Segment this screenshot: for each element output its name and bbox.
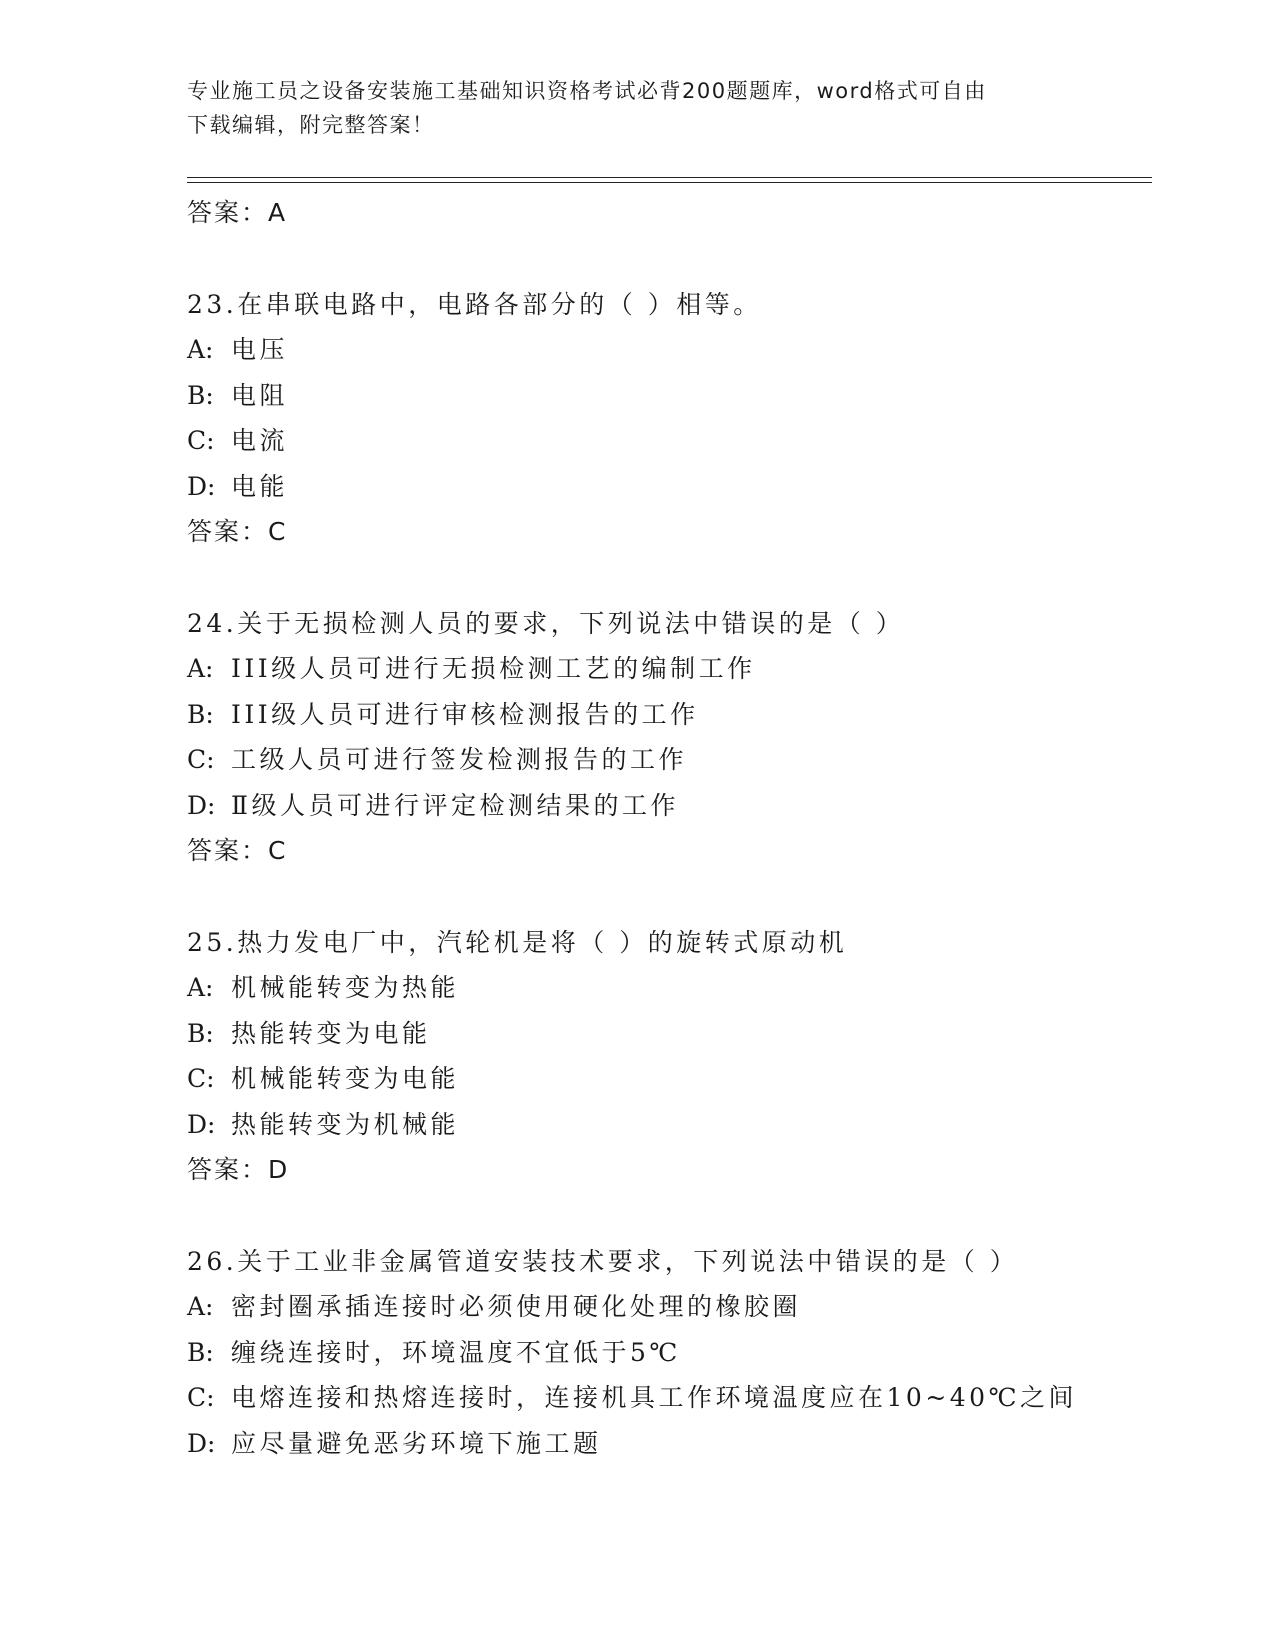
option-d: D: 电能	[187, 471, 289, 501]
document-header	[187, 74, 1087, 142]
answer-line: 答案：C	[187, 836, 288, 865]
question-stem: 24.关于无损检测人员的要求，下列说法中错误的是（ ）	[187, 608, 905, 638]
option-a: A: 电压	[187, 335, 289, 364]
option-b: B: 热能转变为电能	[187, 1018, 431, 1048]
option-c: C: 电熔连接和热熔连接时，连接机具工作环境温度应在10~40℃之间	[187, 1383, 1078, 1412]
option-c: C: 电流	[187, 426, 289, 455]
option-d: D: 热能转变为机械能	[187, 1109, 460, 1139]
option-d: D: Ⅱ级人员可进行评定检测结果的工作	[187, 790, 679, 820]
header-line-2: 下载编辑，附完整答案！	[187, 113, 435, 137]
option-a: A: III级人员可进行无损检测工艺的编制工作	[187, 654, 756, 683]
question-block	[187, 920, 1147, 1193]
question-stem: 25.热力发电厂中，汽轮机是将（ ）的旋转式原动机	[187, 927, 848, 957]
header-divider-bottom	[187, 182, 1152, 183]
option-c: C: 工级人员可进行签发检测报告的工作	[187, 745, 688, 774]
question-block	[187, 601, 1147, 874]
option-d: D: 应尽量避免恶劣环境下施工题	[187, 1428, 602, 1458]
option-a: A: 密封圈承插连接时必须使用硬化处理的橡胶圈	[187, 1292, 802, 1321]
option-b: B: III级人员可进行审核检测报告的工作	[187, 699, 699, 729]
option-a: A: 机械能转变为热能	[187, 973, 460, 1002]
question-list	[187, 190, 1147, 1466]
answer-line: 答案：D	[187, 1155, 290, 1184]
question-block	[187, 1239, 1147, 1467]
option-b: B: 缠绕连接时，环境温度不宜低于5℃	[187, 1337, 681, 1367]
header-line-1: 专业施工员之设备安装施工基础知识资格考试必背200题题库，word格式可自由	[187, 79, 987, 103]
question-stem: 26.关于工业非金属管道安装技术要求，下列说法中错误的是（ ）	[187, 1246, 1019, 1276]
question-stem: 23.在串联电路中，电路各部分的（ ）相等。	[187, 289, 762, 319]
answer-line: 答案：C	[187, 517, 288, 546]
header-divider-top	[187, 177, 1152, 178]
option-b: B: 电阻	[187, 380, 289, 410]
question-block	[187, 282, 1147, 555]
option-c: C: 机械能转变为电能	[187, 1064, 460, 1093]
answer-line: 答案：A	[187, 198, 288, 227]
